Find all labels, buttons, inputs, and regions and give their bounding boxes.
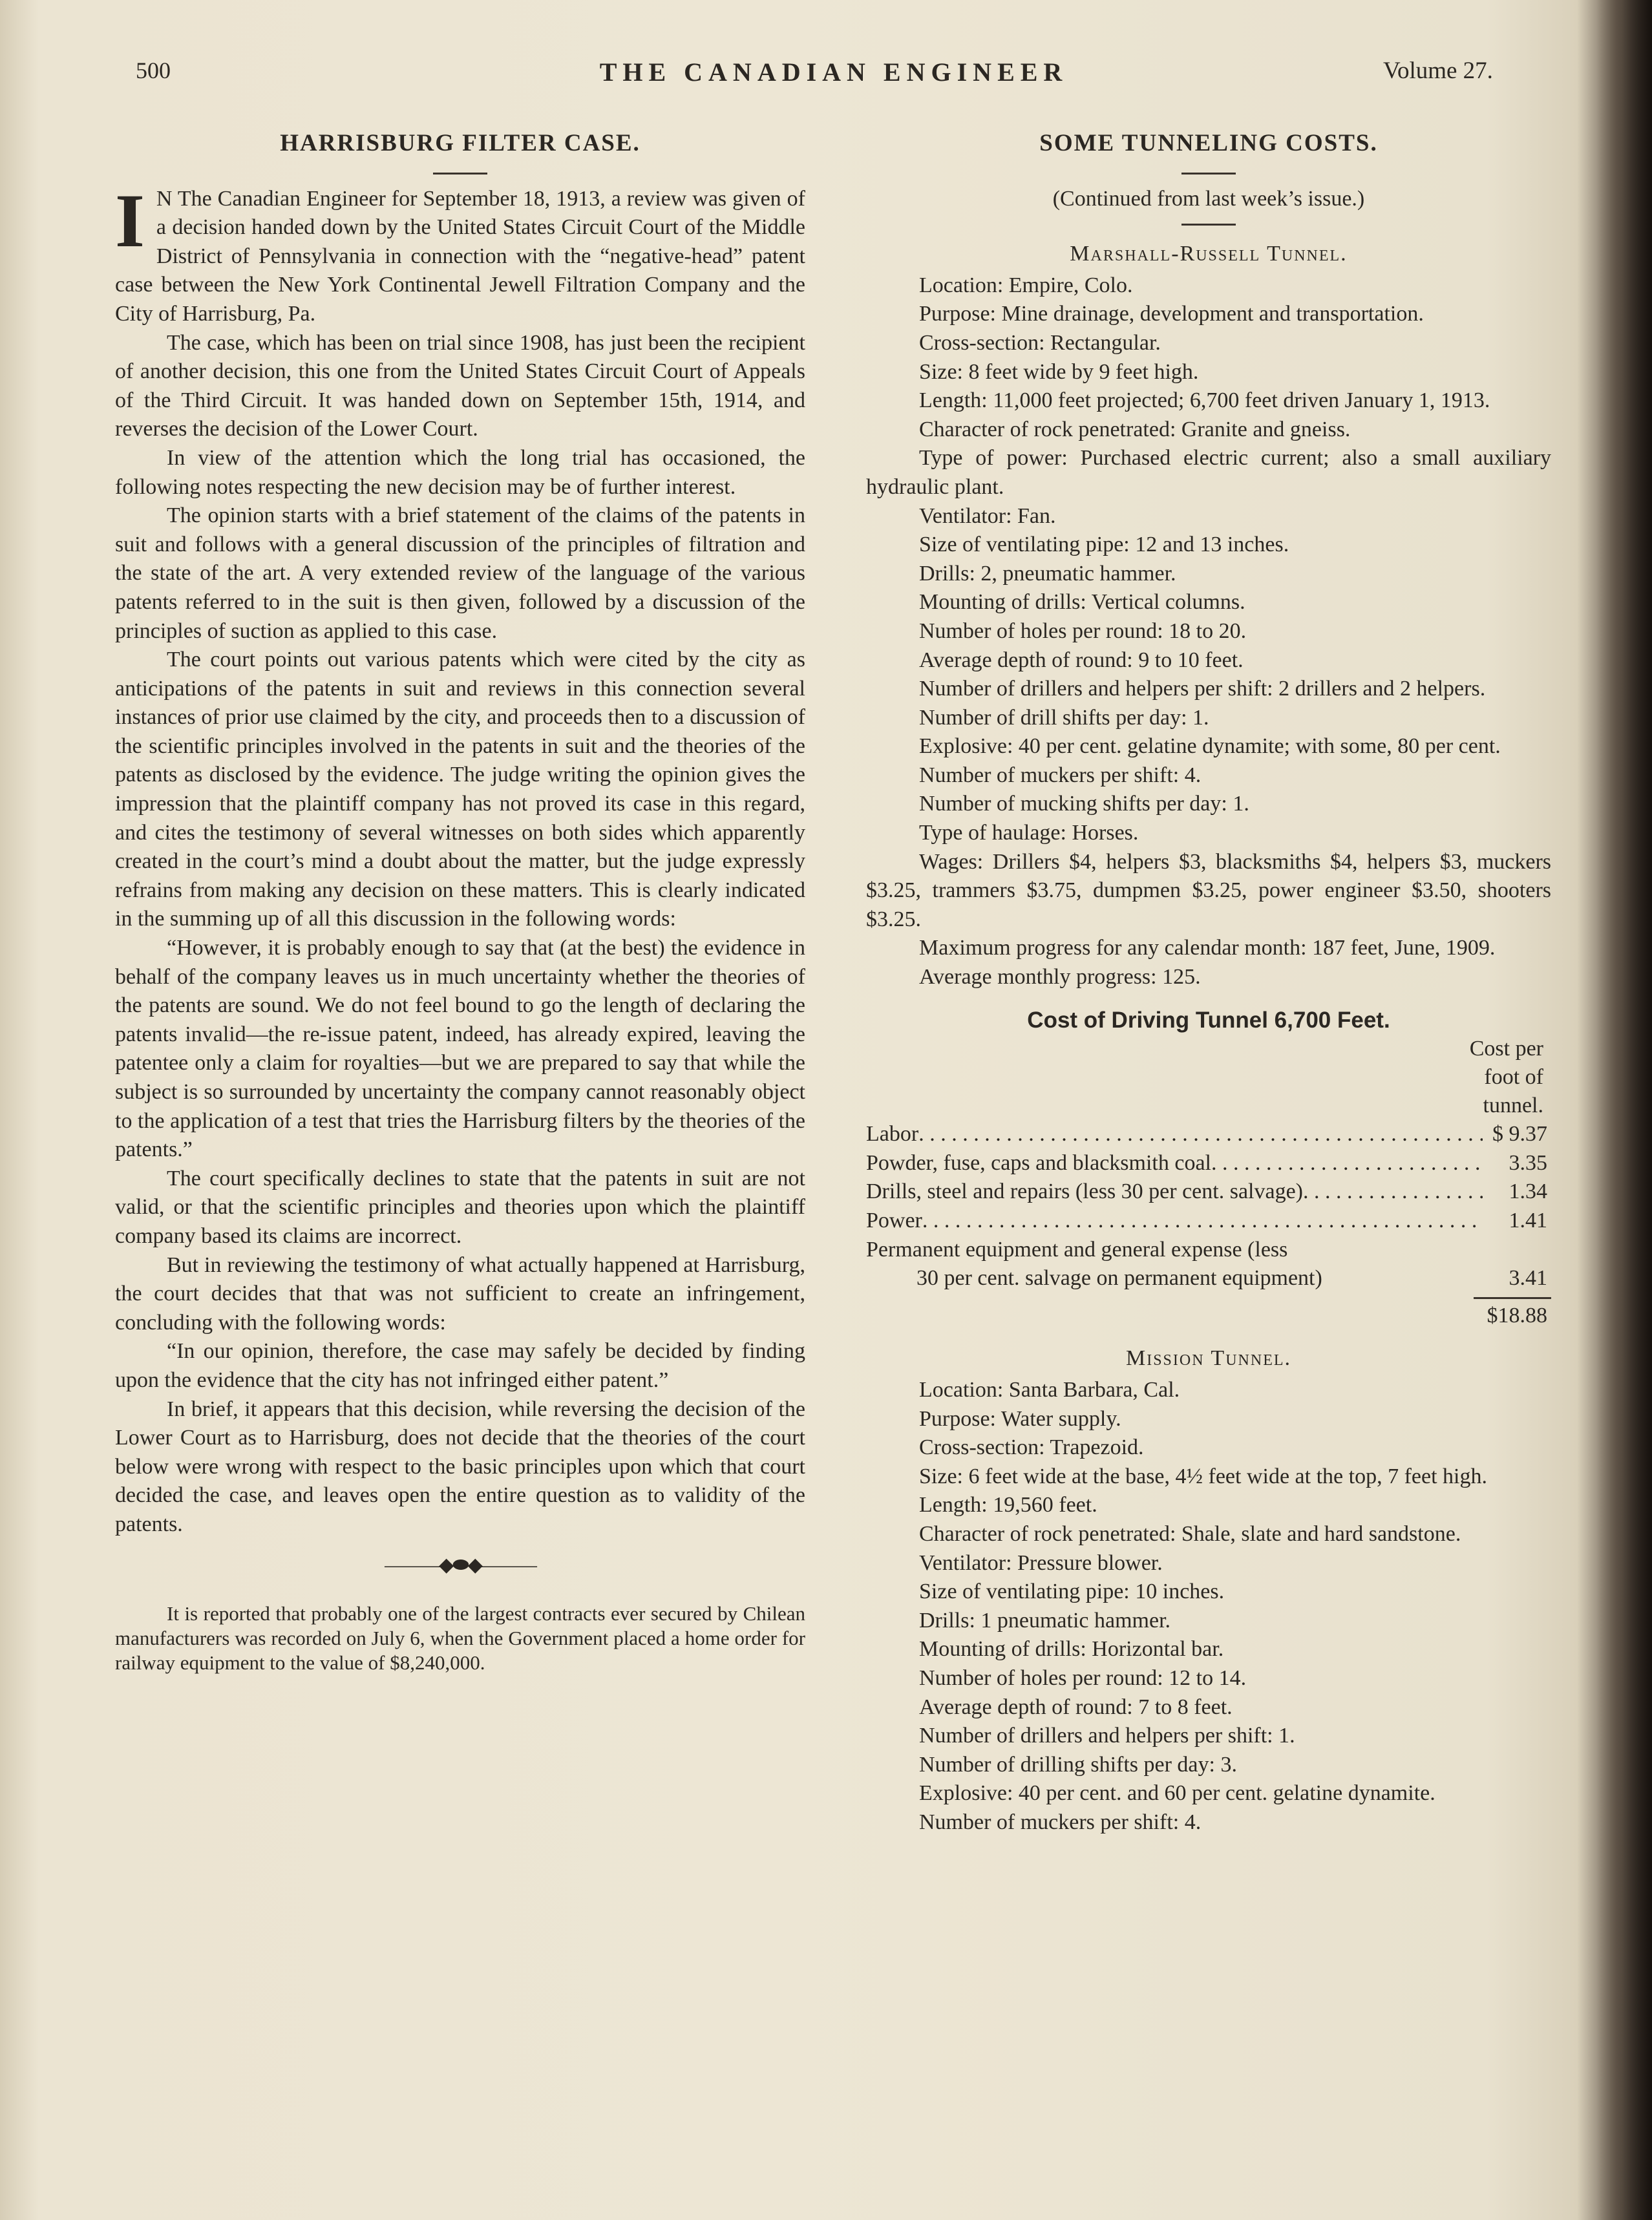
spec-line: Number of drillers and helpers per shift: 2 drillers and 2 helpers.: [919, 677, 1486, 701]
tunnel-name: Marshall-Russell Tunnel.: [1070, 242, 1348, 266]
spec-line: Number of holes per round: 12 to 14.: [919, 1665, 1247, 1690]
cost-row: Drills, steel and repairs (less 30 per cent. salvage) . . . 1.34: [866, 1178, 1551, 1207]
spec-line: Explosive: 40 per cent. and 60 per cent. gelatine dynamite.: [919, 1781, 1435, 1806]
spec-line: Ventilator: Fan.: [919, 503, 1056, 528]
quotation: “In our opinion, therefore, the case may safely be decided by finding upon the evidence that the city has not infringed either patent.”: [115, 1339, 805, 1392]
cost-row: Labor . . . $ 9.37: [866, 1120, 1551, 1149]
spec-line: Wages: Drillers $4, helpers $3, blacksmiths $4, helpers $3, muckers $3.25, trammers $3.75, dumpmen $3.25, power engineer $3.50, shooters $3.25.: [866, 849, 1551, 931]
spec-line: Location: Santa Barbara, Cal.: [919, 1377, 1180, 1402]
volume-label: Volume 27.: [1383, 58, 1493, 84]
paragraph: The opinion starts with a brief statement of the claims of the patents in suit and follows with a general discussion of the principles of filtration and the state of the art. A very extended review of the language of the various patents referred to in the suit is then given, followed by a discussion of the principles of suction as applied to this case.: [115, 503, 805, 643]
spec-line: Character of rock penetrated: Shale, slate and hard sandstone.: [919, 1521, 1461, 1546]
tunnel-name: Mission Tunnel.: [1125, 1346, 1292, 1371]
ornament-divider: ———◆⬬◆———: [385, 1554, 536, 1576]
article-title: HARRISBURG FILTER CASE.: [280, 130, 641, 156]
spec-line: Cross-section: Trapezoid.: [919, 1435, 1144, 1460]
cost-row-continued: 30 per cent. salvage on permanent equipment) 3.41: [916, 1266, 1547, 1291]
spec-line: Location: Empire, Colo.: [919, 273, 1133, 297]
spec-line: Number of drillers and helpers per shift: 1.: [919, 1724, 1295, 1748]
spec-line: Maximum progress for any calendar month: 187 feet, June, 1909.: [919, 936, 1496, 960]
left-column: [115, 129, 805, 1675]
cost-row: Powder, fuse, caps and blacksmith coal . . . 3.35: [866, 1149, 1551, 1178]
title-rule: [433, 173, 487, 174]
spec-line: Length: 11,000 feet projected; 6,700 feet driven January 1, 1913.: [919, 388, 1490, 413]
spec-line: Average depth of round: 9 to 10 feet.: [919, 648, 1244, 672]
cost-column-header: Cost per foot of tunnel.: [1469, 1037, 1543, 1118]
spec-line: Purpose: Water supply.: [919, 1406, 1121, 1431]
title-rule: [1181, 173, 1236, 174]
cost-table-title: Cost of Driving Tunnel 6,700 Feet.: [1027, 1007, 1390, 1033]
intro-paragraph: [115, 178, 805, 329]
right-column: [866, 129, 1551, 1837]
spec-line: Number of holes per round: 18 to 20.: [919, 618, 1247, 643]
quotation: “However, it is probably enough to say that (at the best) the evidence in behalf of the company leaves us in much uncertainty whether the theories of the patents are sound. We do not feel bound to go the length of declaring the patents invalid—the re-issue patent, indeed, has already expired, leaving the patentee only a claim for royalties—but we are prepared to say that while the subject is so surrounded by uncertainty the company cannot reasonably object to the application of a test that tries the Harrisburg filters by the theories of the patents.”: [115, 936, 805, 1162]
cost-total: $18.88: [1487, 1303, 1547, 1327]
spec-line: Ventilator: Pressure blower.: [919, 1550, 1163, 1575]
spec-line: Length: 19,560 feet.: [919, 1493, 1097, 1517]
spec-line: Character of rock penetrated: Granite and gneiss.: [919, 417, 1351, 441]
spec-line: Number of drilling shifts per day: 3.: [919, 1752, 1237, 1777]
spec-line: Size of ventilating pipe: 10 inches.: [919, 1580, 1225, 1604]
paragraph: In view of the attention which the long trial has occasioned, the following notes respecting the new decision may be of further interest.: [115, 445, 805, 499]
spec-line: Type of power: Purchased electric current; also a small auxiliary hydraulic plant.: [866, 446, 1551, 499]
spec-line: Size of ventilating pipe: 12 and 13 inches.: [919, 533, 1289, 557]
intro-text: N The Canadian Engineer for September 18, 1913, a review was given of a decision handed down by the United States Circuit Court of the Middle District of Pennsylvania in connection with the “negative-head” patent case between the New York Continental Jewell Filtration Company and the City of Harrisburg, Pa.: [115, 186, 805, 326]
continued-note: (Continued from last week’s issue.): [1052, 186, 1365, 211]
drop-cap: I: [115, 178, 145, 263]
journal-title: THE CANADIAN ENGINEER: [599, 58, 1068, 87]
article-title: SOME TUNNELING COSTS.: [1039, 130, 1378, 156]
spec-line: Mounting of drills: Vertical columns.: [919, 590, 1245, 615]
spec-line: Mounting of drills: Horizontal bar.: [919, 1637, 1224, 1662]
spec-line: Drills: 2, pneumatic hammer.: [919, 561, 1176, 586]
tunnel-specs: [866, 271, 1551, 992]
spec-line: Number of muckers per shift: 4.: [919, 1810, 1202, 1834]
spec-line: Average depth of round: 7 to 8 feet.: [919, 1695, 1233, 1719]
spec-line: Number of muckers per shift: 4.: [919, 763, 1202, 787]
spec-line: Purpose: Mine drainage, development and transportation.: [919, 302, 1424, 326]
total-rule: [1474, 1297, 1551, 1299]
cost-row: Permanent equipment and general expense (less: [866, 1237, 1288, 1262]
spec-line: Size: 6 feet wide at the base, 4½ feet wide at the top, 7 feet high.: [919, 1464, 1487, 1488]
paragraph: In brief, it appears that this decision, while reversing the decision of the Lower Court as to Harrisburg, does not decide that the theories of the court below were wrong with respect to the basic principles upon which that court decided the case, and leaves open the entire question as to validity of the patents.: [115, 1397, 805, 1536]
spec-line: Explosive: 40 per cent. gelatine dynamite; with some, 80 per cent.: [919, 734, 1501, 759]
paragraph: But in reviewing the testimony of what actually happened at Harrisburg, the court decides that that was not sufficient to create an infringement, concluding with the following words:: [115, 1253, 805, 1335]
spec-line: Size: 8 feet wide by 9 feet high.: [919, 359, 1199, 384]
spec-line: Type of haulage: Horses.: [919, 821, 1139, 845]
paragraph: The case, which has been on trial since 1908, has just been the recipient of another decision, this one from the United States Circuit Court of Appeals of the Third Circuit. It was handed down on September 15th, 1914, and reverses the decision of the Lower Court.: [115, 330, 805, 441]
news-note: It is reported that probably one of the largest contracts ever secured by Chilean manufacturers was recorded on July 6, when the Government placed a home order for railway equipment to the value of $8,240,000.: [115, 1602, 805, 1675]
tunnel-specs: [866, 1376, 1551, 1837]
spec-line: Cross-section: Rectangular.: [919, 330, 1161, 355]
spec-line: Drills: 1 pneumatic hammer.: [919, 1608, 1171, 1633]
spec-line: Number of mucking shifts per day: 1.: [919, 792, 1249, 816]
paragraph: The court specifically declines to state that the patents in suit are not valid, or that the scientific principles and theories upon which the plaintiff company based its claims are incorrect.: [115, 1166, 805, 1248]
binding-shadow: [1596, 0, 1652, 2220]
spec-line: Average monthly progress: 125.: [919, 965, 1201, 989]
spec-line: Number of drill shifts per day: 1.: [919, 705, 1209, 730]
section-rule: [1181, 224, 1236, 226]
cost-row: Power . . . 1.41: [866, 1207, 1551, 1236]
paragraph: The court points out various patents which were cited by the city as anticipations of the patents in suit and reviews in this connection several instances of prior use claimed by the city, and proceeds then to a discussion of the scientific principles involved in the patents in suit and the theories of the patents as disclosed by the evidence. The judge writing the opinion gives the impression that the plaintiff company has not proved its case in this regard, and cites the testimony of several witnesses on both sides which apparently created in the court’s mind a doubt about the matter, but the judge expressly refrains from making any decision on these matters. This is clearly indicated in the summing up of all this discussion in the following words:: [115, 648, 805, 931]
page-number: 500: [136, 58, 171, 83]
